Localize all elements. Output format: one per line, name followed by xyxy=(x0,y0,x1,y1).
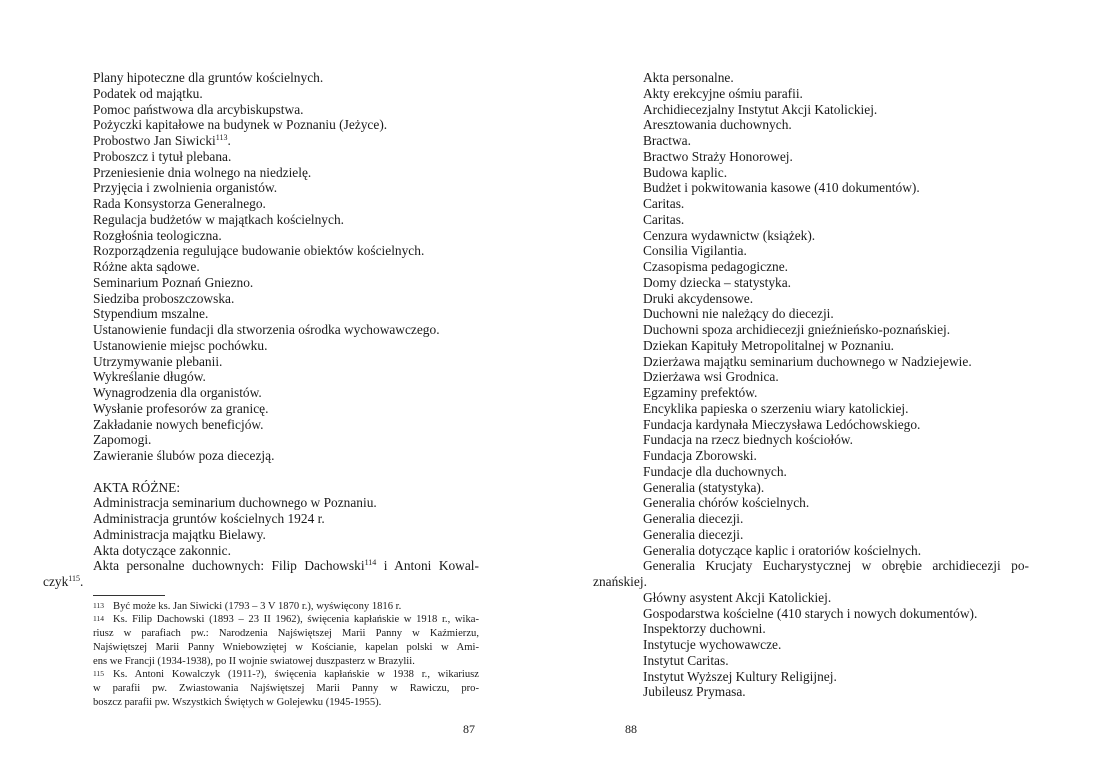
footnote-ref-115: 115 xyxy=(68,574,80,583)
list-item xyxy=(93,448,479,464)
footnote-line: w parafii pw. Zwiastowania Najświętszej Marii Panny w Rawiczu, pro- xyxy=(93,682,479,694)
list-item: Fundacja kardynała Mieczysława Ledóchowskiego. xyxy=(643,416,921,432)
list-item-text: Przeniesienie dnia wolnego na niedzielę. xyxy=(93,164,312,180)
footnote-line: riusz w parafiach pw.: Narodzenia Najświętszej Marii Panny w Kaźmierzu, xyxy=(93,628,479,640)
footnotes xyxy=(93,600,479,710)
personal-files-line-2 xyxy=(43,574,479,590)
list-item: Czasopisma pedagogiczne. xyxy=(643,259,789,274)
footnote xyxy=(93,668,479,709)
list-item-text: Różne akta sądowe. xyxy=(93,259,200,274)
list-item: Fundacje dla duchownych. xyxy=(643,463,787,479)
list-item xyxy=(93,291,479,307)
list-item xyxy=(93,354,479,370)
list-item: Instytut Caritas. xyxy=(643,652,729,668)
right-page xyxy=(550,0,1100,780)
list-item-text: Proboszcz i tytuł plebana. xyxy=(93,148,232,164)
list-item: Generalia dotyczące kaplic i oratoriów kościelnych. xyxy=(643,542,922,558)
list-item xyxy=(93,165,479,181)
list-item: Dzierżawa wsi Grodnica. xyxy=(643,369,779,385)
list-item: Fundacja na rzecz biednych kościołów. xyxy=(643,432,853,448)
section-item-list xyxy=(93,495,479,558)
list-item: Budowa kaplic. xyxy=(643,164,728,180)
wrapped-item-line-2: znańskiej. xyxy=(593,574,647,589)
section-heading: AKTA RÓŻNE: xyxy=(93,479,181,495)
list-item: Instytucje wychowawcze. xyxy=(643,637,782,652)
footnote-line: boszcz parafii pw. Wszystkich Świętych w Golejewku (1945-1955). xyxy=(93,696,382,708)
right-column xyxy=(593,70,1029,700)
footnote xyxy=(93,613,479,668)
personal-files-line-1 xyxy=(93,558,479,574)
footnote-separator xyxy=(93,595,165,596)
list-item: Cenzura wydawnictw (książek). xyxy=(643,227,816,243)
list-item: Budżet i pokwitowania kasowe (410 dokumentów). xyxy=(643,180,920,196)
list-item-text: Rozgłośnia teologiczna. xyxy=(93,227,222,243)
list-item-text: Ustanowienie fundacji dla stworzenia ośrodka wychowawczego. xyxy=(93,322,440,337)
list-item: Generalia diecezji. xyxy=(643,511,744,526)
footnote-line: Ks. Antoni Kowalczyk (1911-?), święcenia kapłańskie w 1938 r., wikariusz xyxy=(113,669,479,681)
list-item-text: Pomoc państwowa dla arcybiskupstwa. xyxy=(93,101,304,117)
wrapped-item-line-1: Generalia Krucjaty Eucharystycznej w obrębie archidiecezji po- xyxy=(643,558,1029,574)
list-item-text: Probostwo Jan Siwicki xyxy=(93,133,216,148)
section-gap xyxy=(93,464,479,480)
footnote-ref-114: 114 xyxy=(364,558,377,568)
section-item: Administracja gruntów kościelnych 1924 r. xyxy=(93,511,325,526)
section-item: Akta dotyczące zakonnic. xyxy=(93,542,231,558)
right-item-list xyxy=(643,70,1029,558)
footnote xyxy=(93,600,479,614)
list-item xyxy=(93,228,479,244)
list-item: Inspektorzy duchowni. xyxy=(643,621,766,637)
footnote-line: Najświętszej Marii Panny Wniebowziętej w Kościanie, kapelan polski w Ami- xyxy=(93,641,479,653)
footnote-line: Ks. Filip Dachowski (1893 – 23 II 1962), święcenia kapłańskie w 1918 r., wika- xyxy=(113,614,479,626)
list-item xyxy=(93,70,479,86)
list-item: Jubileusz Prymasa. xyxy=(643,684,746,700)
personal-files-text: Akta personalne duchownych: Filip Dachowski xyxy=(93,558,365,574)
footnote-mark: 115 xyxy=(93,669,104,679)
list-item: Akty erekcyjne ośmiu parafii. xyxy=(643,85,803,101)
list-item xyxy=(93,149,479,165)
personal-files-wrap-text: czyk xyxy=(43,574,69,589)
list-item-text: Podatek od majątku. xyxy=(93,85,203,101)
list-item: Domy dziecka – statystyka. xyxy=(643,274,792,290)
list-item-text: Stypendium mszalne. xyxy=(93,306,209,322)
list-item xyxy=(93,180,479,196)
list-item xyxy=(93,385,479,401)
list-item: Gospodarstwa kościelne (410 starych i nowych dokumentów). xyxy=(643,605,978,621)
list-item: Encyklika papieska o szerzeniu wiary katolickiej. xyxy=(643,400,909,416)
list-item-text: Zakładanie nowych beneficjów. xyxy=(93,416,264,432)
list-item: Druki akcydensowe. xyxy=(643,290,754,306)
section-item: Administracja seminarium duchownego w Poznaniu. xyxy=(93,495,377,511)
list-item: Bractwa. xyxy=(643,133,691,148)
list-item xyxy=(93,212,479,228)
list-item xyxy=(93,369,479,385)
list-item-text: Regulacja budżetów w majątkach kościelnych. xyxy=(93,211,344,227)
list-item: Archidiecezjalny Instytut Akcji Katolickiej. xyxy=(643,101,878,117)
list-item xyxy=(93,275,479,291)
list-item xyxy=(93,338,479,354)
right-item-list-continued xyxy=(643,590,1029,700)
list-item: Aresztowania duchownych. xyxy=(643,117,792,133)
list-item-text: Wykreślanie długów. xyxy=(93,369,206,385)
list-item: Fundacja Zborowski. xyxy=(643,448,757,463)
list-item-end: . xyxy=(227,133,231,148)
list-item xyxy=(93,322,479,338)
list-item xyxy=(93,196,479,212)
list-item-text: Pożyczki kapitałowe na budynek w Poznaniu (Jeżyce). xyxy=(93,117,388,133)
list-item xyxy=(93,417,479,433)
list-item xyxy=(93,117,479,133)
list-item xyxy=(93,102,479,118)
list-item: Generalia (statystyka). xyxy=(643,479,765,495)
list-item-text: Rada Konsystorza Generalnego. xyxy=(93,196,266,211)
list-item xyxy=(93,401,479,417)
list-item xyxy=(93,86,479,102)
list-item: Generalia chórów kościelnych. xyxy=(643,495,810,511)
list-item: Caritas. xyxy=(643,211,685,227)
list-item xyxy=(93,259,479,275)
personal-files-continuation: i Antoni Kowal- xyxy=(376,558,479,574)
list-item: Egzaminy prefektów. xyxy=(643,385,758,400)
list-item xyxy=(93,133,479,149)
list-item: Dzierżawa majątku seminarium duchownego w Nadziejewie. xyxy=(643,353,972,369)
list-item: Akta personalne. xyxy=(643,70,734,85)
footnote-line: ens we Francji (1934-1938), po II wojnie swiatowej duszpasterz w Brazylii. xyxy=(93,655,415,667)
list-item-text: Wynagrodzenia dla organistów. xyxy=(93,385,262,400)
list-item-text: Rozporządzenia regulujące budowanie obiektów kościelnych. xyxy=(93,243,425,259)
left-item-list xyxy=(93,70,479,464)
list-item: Caritas. xyxy=(643,196,685,211)
list-item xyxy=(93,306,479,322)
page-number-left: 87 xyxy=(463,722,475,736)
footnote-mark: 113 xyxy=(93,600,104,610)
list-item: Generalia diecezji. xyxy=(643,526,744,542)
personal-files-end: . xyxy=(79,574,84,589)
list-item-text: Seminarium Poznań Gniezno. xyxy=(93,274,254,290)
list-item-text: Przyjęcia i zwolnienia organistów. xyxy=(93,180,278,196)
list-item: Duchowni nie należący do diecezji. xyxy=(643,306,834,322)
footnote-line: Być może ks. Jan Siwicki (1793 – 3 V 1870 r.), wyświęcony 1816 r. xyxy=(113,600,402,612)
list-item-text: Zawieranie ślubów poza diecezją. xyxy=(93,448,275,463)
list-item-text: Plany hipoteczne dla gruntów kościelnych. xyxy=(93,70,324,85)
list-item-text: Siedziba proboszczowska. xyxy=(93,290,235,306)
footnote-ref-113: 113 xyxy=(215,133,228,142)
list-item: Dziekan Kapituły Metropolitalnej w Poznaniu. xyxy=(643,337,895,353)
left-column xyxy=(43,70,479,709)
list-item-text: Utrzymywanie plebanii. xyxy=(93,353,223,369)
section-item: Administracja majątku Bielawy. xyxy=(93,526,266,542)
list-item: Instytut Wyższej Kultury Religijnej. xyxy=(643,668,837,684)
list-item-text: Ustanowienie miejsc pochówku. xyxy=(93,337,268,353)
list-item xyxy=(93,243,479,259)
list-item-text: Wysłanie profesorów za granicę. xyxy=(93,400,269,416)
list-item: Bractwo Straży Honorowej. xyxy=(643,148,793,164)
list-item: Główny asystent Akcji Katolickiej. xyxy=(643,589,832,605)
list-item xyxy=(93,432,479,448)
list-item-text: Zapomogi. xyxy=(93,432,152,448)
list-item: Consilia Vigilantia. xyxy=(643,243,747,259)
footnote-mark: 114 xyxy=(93,614,104,624)
page-number-right: 88 xyxy=(625,722,637,736)
list-item: Duchowni spoza archidiecezji gnieźnieńsko-poznańskiej. xyxy=(643,322,951,337)
